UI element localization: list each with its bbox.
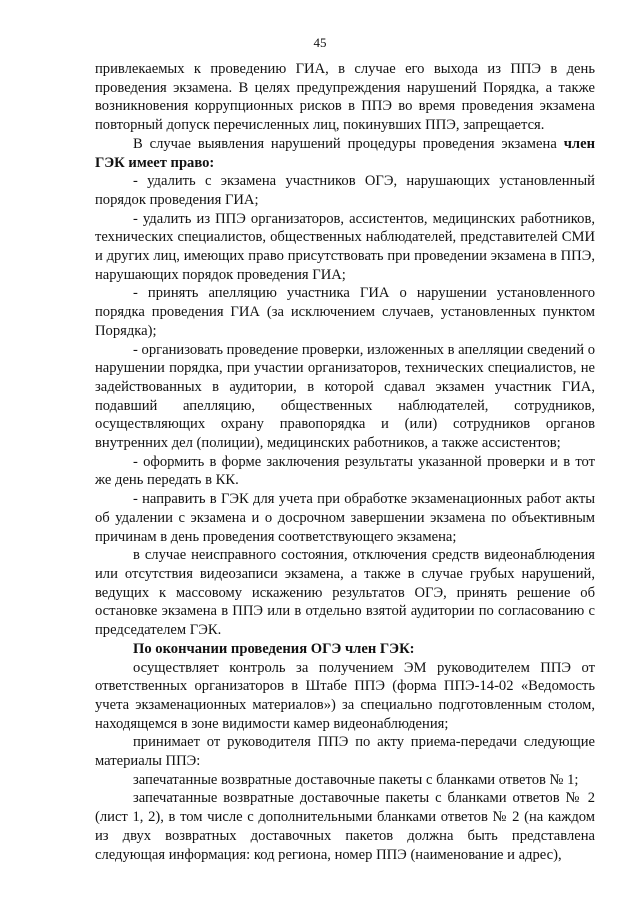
page-number: 45: [313, 35, 327, 50]
document-body: [95, 60, 595, 864]
list-item: - принять апелляцию участника ГИА о нарушении установленного порядка проведения ГИА (за исключением случаев, установленных пунктом Порядка);: [95, 285, 595, 339]
list-item: в случае неисправного состояния, отключения средств видеонаблюдения или отсутствия видеозаписи экзамена, а также в случае грубых нарушений, ведущих к массовому искажению результатов ОГЭ, принять решение об остановке экзамена в ППЭ или в отдельно взятой аудитории по согласованию с председателем ГЭК.: [95, 547, 595, 639]
violation-intro-text: В случае выявления нарушений процедуры проведения экзамена: [133, 135, 564, 152]
list-item: - направить в ГЭК для учета при обработке экзаменационных работ акты об удалении с экзамена и о досрочном завершении экзамена по объективным причинам в день проведения соответствующего экзамена;: [95, 491, 595, 545]
violation-intro-bold: член ГЭК имеет право:: [95, 135, 595, 171]
list-item: запечатанные возвратные доставочные пакеты с бланками ответов № 2 (лист 1, 2), в том числе с дополнительными бланками ответов № 2 (на каждом из двух возвратных доставочных пакетов должна быть представлена следующая информация: код региона, номер ППЭ (наименование и адрес),: [95, 790, 595, 863]
paragraph: принимает от руководителя ППЭ по акту приема-передачи следующие материалы ППЭ:: [95, 734, 595, 770]
list-item: - организовать проведение проверки, изложенных в апелляции сведений о нарушении порядка, при участии организаторов, технических специалистов, не задействованных в аудитории, в которой сдавал экзамен участник ГИА, подавший апелляцию, общественных наблюдателей, сотрудников, осуществляющих охрану правопорядка и (или) сотрудников органов внутренних дел (полиции), медицинских работников, а также ассистентов;: [95, 341, 595, 452]
list-item: - удалить из ППЭ организаторов, ассистентов, медицинских работников, технических специалистов, общественных наблюдателей, представителей СМИ и других лиц, имеющих право присутствовать при проведении экзамена в ППЭ, нарушающих порядок проведения ГИА;: [95, 210, 595, 283]
list-item: - оформить в форме заключения результаты указанной проверки и в тот же день передать в КК.: [95, 453, 595, 489]
paragraph: осуществляет контроль за получением ЭМ руководителем ППЭ от ответственных организаторов в Штабе ППЭ (форма ППЭ-14-02 «Ведомость учета экзаменационных материалов») за специально подготовленным столом, находящемся в зоне видимости камер видеонаблюдения;: [95, 659, 595, 732]
paragraph-violation-intro: [95, 135, 595, 172]
section-heading: По окончании проведения ОГЭ член ГЭК:: [133, 640, 415, 657]
paragraph: привлекаемых к проведению ГИА, в случае его выхода из ППЭ в день проведения экзамена. В целях предупреждения нарушений Порядка, а также возникновения коррупционных рисков в ППЭ во время проведения экзамена повторный допуск перечисленных лиц, покинувших ППЭ, запрещается.: [95, 61, 595, 134]
list-item: - удалить с экзамена участников ОГЭ, нарушающих установленный порядок проведения ГИА;: [95, 173, 595, 208]
list-item: запечатанные возвратные доставочные пакеты с бланками ответов № 1;: [133, 771, 579, 788]
